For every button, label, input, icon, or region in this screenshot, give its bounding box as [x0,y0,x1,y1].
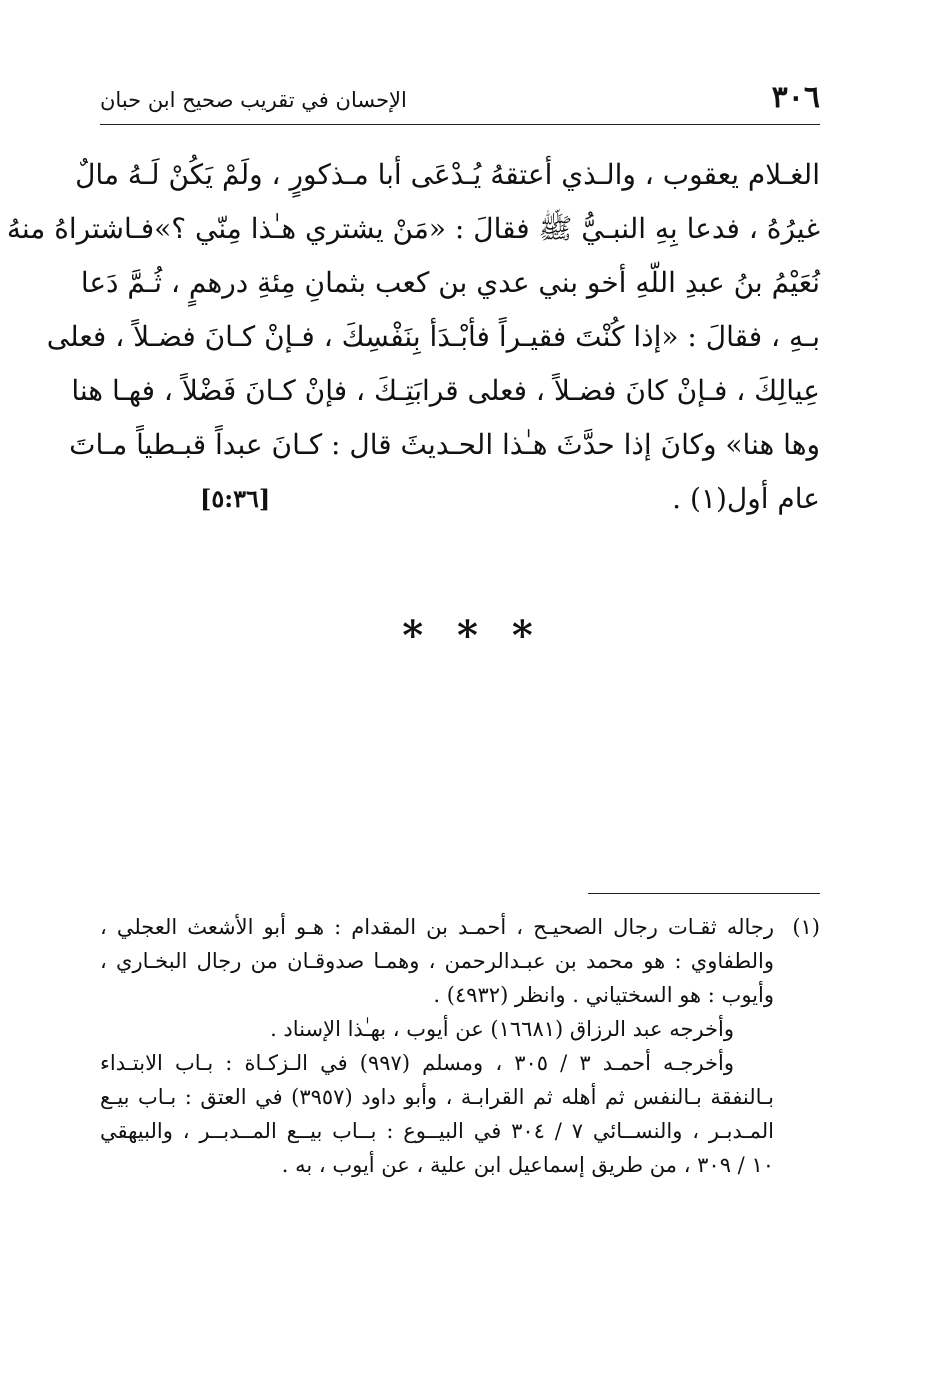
page-header [100,78,820,120]
page-number: ٣٠٦ [771,80,820,115]
text-line: عام أول(١) . [672,482,820,515]
text-line: بـهِ ، فقالَ : «إذا كُنْتَ فقيـراً فأبْـدَأ بِنَفْسِكَ ، فـإنْ كـانَ فضـلاً ، فعلى [46,320,820,353]
text-line: غيرُهُ ، فدعا بِهِ النبـيُّ ﷺ فقالَ : «مَنْ يشتري هـٰذا مِنّي ؟»فـاشتراهُ منهُ [6,212,820,245]
footnote-rule [588,893,820,894]
footnote-line: ١٠ / ٣٠٩ ، من طريق إسماعيل ابن علية ، عن أيوب ، به . [281,1153,774,1177]
section-separator: * * * [402,612,543,659]
text-line: الغـلام يعقوب ، والـذي أعتقهُ يُـدْعَى أبا مـذكورٍ ، ولَمْ يَكُنْ لَـهُ مالٌ [75,158,820,191]
footnotes [100,910,820,1182]
running-title: الإحسان في تقريب صحيح ابن حبان [100,88,407,112]
footnote-first-line [100,910,820,944]
footnote-line: المـدبـر ، والنســائي ٧ / ٣٠٤ في البيــوع : بــاب بيــع المــدبــر ، والبيهقي [100,1119,774,1143]
footnote-line: وأيوب : هو السختياني . وانظر (٤٩٣٢) . [433,983,774,1007]
footnote-marker: (١) [792,915,820,939]
main-text [6,148,820,526]
text-line: نُعَيْمُ بنُ عبدِ اللّهِ أخو بني عدي بن كعب بثمانِ مِئةِ درهمٍ ، ثُـمَّ دَعا [80,266,820,299]
hadith-citation: [٥:٣٦] [200,484,271,513]
text-line-last [112,472,820,526]
text-line: وها هنا» وكانَ إذا حدَّثَ هـٰذا الحـديثَ قال : كـانَ عبداً قبـطياً مـاتَ [69,428,820,461]
footnote-line: وأخرجه عبد الرزاق (١٦٦٨١) عن أيوب ، بهـٰذا الإسناد . [270,1017,734,1041]
footnote-line: رجاله ثقـات رجال الصحيـح ، أحمـد بن المقدام : هـو أبو الأشعث العجلي ، [100,915,774,939]
text-line: عِيالِكَ ، فـإنْ كانَ فضـلاً ، فعلى قرابَتِـكَ ، فإنْ كـانَ فَضْلاً ، فهـا هنا [71,374,820,407]
footnote-line: والطفاوي : هو محمد بن عبـدالرحمن ، وهمـا صدوقـان من رجال البخـاري ، [100,949,774,973]
header-rule [100,124,820,125]
footnote-line: وأخرجـه أحمـد ٣ / ٣٠٥ ، ومسلم (٩٩٧) في الـزكـاة : بـاب الابتـداء [100,1051,734,1075]
footnote-line: بـالنفقة بـالنفس ثم أهله ثم القرابـة ، وأبو داود (٣٩٥٧) في العتق : بـاب بيـع [100,1085,774,1109]
